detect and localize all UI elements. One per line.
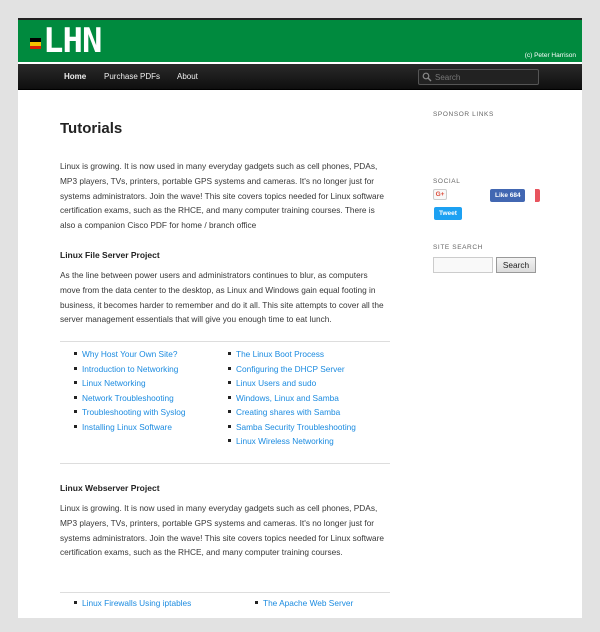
nav-item-home[interactable]: Home bbox=[64, 72, 87, 81]
main-nav bbox=[18, 64, 582, 90]
tutorial-link[interactable]: The Linux Boot Process bbox=[236, 349, 325, 359]
copyright-text: (c) Peter Harrison bbox=[524, 52, 576, 59]
site-search-title: SITE SEARCH bbox=[433, 244, 483, 251]
intro-paragraph: Linux is growing. It is now used in many everyday gadgets such as cell phones, PDAs, MP3 players, TVs, printers, portable GPS systems and cameras. It's no longer just for systems administrators. Join the wave! This site covers topics needed for Linux software certification exams, such as the RHCE, and many computer training courses. There is also a companion Cisco PDF for home / branch office bbox=[60, 161, 385, 231]
webserver-paragraph: Linux is growing. It is now used in many everyday gadgets such as cell phones, PDAs, MP3 players, TVs, printers, portable GPS systems and cameras. It's no longer just for systems administrators. Join the wave! This site covers topics needed for Linux software certification exams, such as the RHCE, and many computer training courses. bbox=[60, 503, 385, 558]
tutorial-link[interactable]: Windows, Linux and Samba bbox=[236, 392, 339, 403]
webserver-links bbox=[60, 592, 390, 632]
tutorial-link[interactable]: Why Host Your Own Site? bbox=[82, 349, 178, 359]
tutorial-link[interactable]: Linux Firewalls Using iptables bbox=[82, 598, 192, 608]
page bbox=[18, 18, 582, 618]
nav-item-purchase-pdfs[interactable]: Purchase PDFs bbox=[104, 72, 161, 81]
list-item bbox=[228, 362, 356, 377]
google-plus-button[interactable]: G+ bbox=[433, 189, 447, 200]
tutorial-link[interactable]: Linux Wireless Networking bbox=[236, 436, 334, 446]
section-heading-webserver: Linux Webserver Project bbox=[60, 483, 160, 493]
nav-item-about[interactable]: About bbox=[177, 72, 198, 81]
list-item bbox=[74, 376, 185, 391]
tutorial-link[interactable]: Linux Networking bbox=[82, 378, 146, 388]
tutorial-link[interactable]: Troubleshooting with Syslog bbox=[82, 407, 186, 417]
facebook-like-button[interactable]: Like 684 bbox=[490, 189, 525, 202]
tutorial-link[interactable]: Creating shares with Samba bbox=[236, 407, 341, 417]
logo-text: LHN bbox=[43, 21, 102, 61]
facebook-share-edge[interactable] bbox=[535, 189, 540, 202]
list-item bbox=[74, 347, 185, 362]
site-header bbox=[18, 18, 582, 62]
list-item bbox=[228, 376, 356, 391]
sponsor-links-title: SPONSOR LINKS bbox=[433, 111, 494, 118]
list-item bbox=[228, 434, 356, 449]
list-item bbox=[74, 405, 185, 420]
page-title: Tutorials bbox=[60, 120, 123, 137]
list-item bbox=[74, 391, 185, 406]
link-column-right bbox=[255, 596, 353, 611]
tutorial-link[interactable]: The Apache Web Server bbox=[263, 598, 354, 608]
tutorial-link[interactable]: Linux Users and sudo bbox=[236, 378, 317, 388]
tutorial-link[interactable]: Configuring the DHCP Server bbox=[236, 363, 345, 374]
tutorial-link[interactable]: Introduction to Networking bbox=[82, 363, 179, 374]
list-item bbox=[228, 391, 356, 406]
list-item bbox=[74, 596, 191, 611]
site-search-button[interactable]: Search bbox=[496, 257, 536, 273]
list-item bbox=[228, 347, 356, 362]
list-item bbox=[228, 420, 356, 435]
flag-icon bbox=[30, 38, 41, 49]
nav-search-input[interactable] bbox=[433, 70, 533, 84]
tutorial-link[interactable]: Installing Linux Software bbox=[82, 421, 172, 432]
site-logo[interactable] bbox=[30, 21, 102, 61]
list-item bbox=[74, 362, 185, 377]
tutorial-link[interactable]: Network Troubleshooting bbox=[82, 392, 174, 403]
nav-search bbox=[418, 69, 539, 85]
tweet-button[interactable]: Tweet bbox=[434, 207, 462, 220]
social-title: SOCIAL bbox=[433, 178, 461, 185]
site-search-input[interactable] bbox=[433, 257, 493, 273]
list-item bbox=[228, 405, 356, 420]
list-item bbox=[255, 596, 353, 611]
link-column-left bbox=[74, 347, 185, 434]
list-item bbox=[74, 420, 185, 435]
section-heading-file-server: Linux File Server Project bbox=[60, 250, 160, 260]
link-column-right bbox=[228, 347, 356, 449]
file-server-paragraph: As the line between power users and administrators continues to blur, as computers move from the data center to the desktop, as Linux and Windows gain equal footing in business, it becomes harder to remember and do it all. This site attempts to cover all the server management essentials that will give you enough time to eat lunch. bbox=[60, 270, 384, 325]
file-server-links bbox=[60, 341, 390, 464]
tutorial-link[interactable]: Samba Security Troubleshooting bbox=[236, 421, 356, 432]
link-column-left bbox=[74, 596, 191, 611]
search-icon bbox=[422, 72, 432, 82]
